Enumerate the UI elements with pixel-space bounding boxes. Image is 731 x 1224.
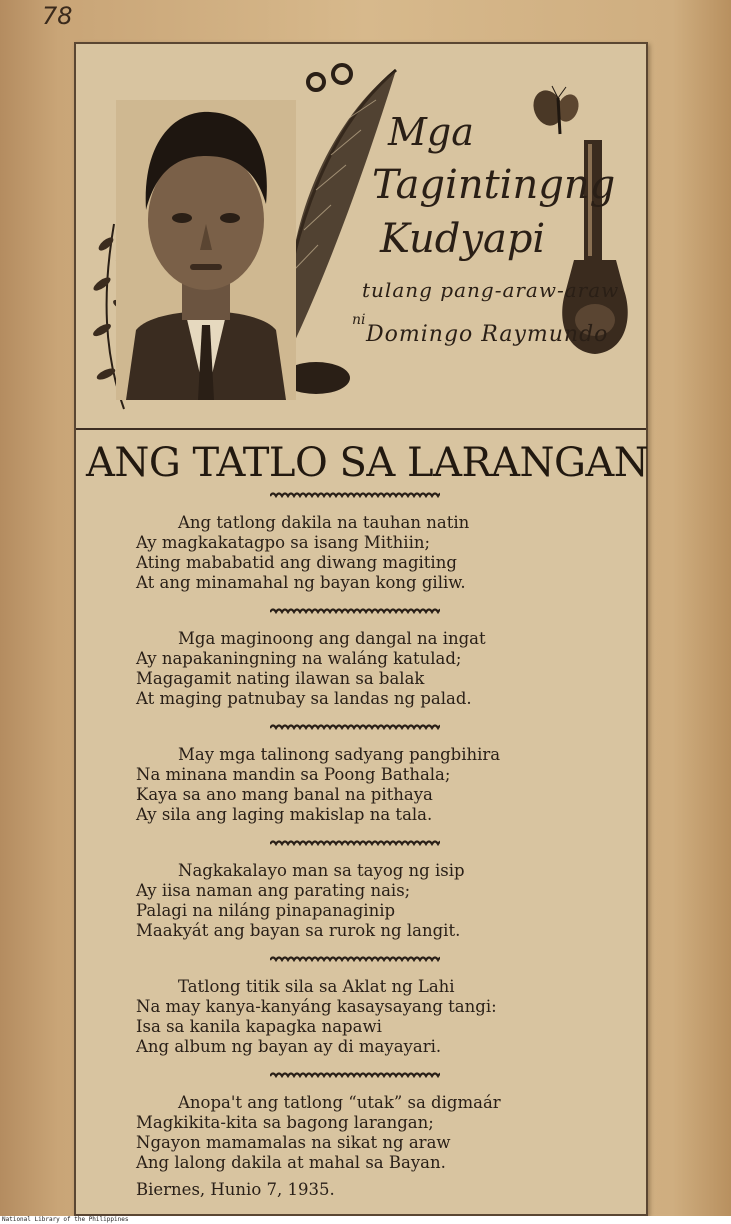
poem-line: Na may kanya-kanyáng kasaysayang tangi: [136,997,497,1016]
poem-line: Ay sila ang laging makislap na tala. [136,805,433,824]
page-number: 78 [42,2,73,30]
column-title-line-3: Kudyapi [380,216,546,262]
poem-line: Ang album ng bayan ay di mayayari. [136,1037,442,1056]
poem-title: ANG TATLO SA LARANGAN [86,440,649,486]
wavy-divider-5 [270,955,440,965]
column-title-line-2: Tagintingng [372,162,616,208]
newspaper-clipping [74,42,648,1216]
poem-line: Palagi na niláng pinapanaginip [136,901,396,920]
poem-line: Nagkakalayo man sa tayog ng isip [178,861,465,880]
stanza-3 [136,745,616,825]
poem-line: Anopa't ang tatlong “utak” sa digmaár [178,1093,501,1112]
author-portrait [116,100,296,400]
wavy-divider-1 [270,491,440,501]
stanza-6 [136,1093,616,1173]
poem-line: At ang minamahal ng bayan kong giliw. [136,573,466,592]
author-name: Domingo Raymundo [366,322,609,347]
wavy-divider-4 [270,839,440,849]
library-credit: National Library of the Philippines [2,1216,129,1223]
wavy-divider-3 [270,723,440,733]
poem-line: Magagamit nating ilawan sa balak [136,669,425,688]
poem-line: Ang lalong dakila at mahal sa Bayan. [136,1153,446,1172]
column-title-line-1: Mga [388,110,474,154]
poem-line: Ay iisa naman ang parating nais; [136,881,411,900]
butterfly-icon [528,84,588,144]
poem-line: Ay napakaningning na waláng katulad; [136,649,462,668]
wavy-divider-6 [270,1071,440,1081]
poem-line: May mga talinong sadyang pangbihira [178,745,501,764]
column-header [76,44,646,430]
stanza-4 [136,861,616,941]
stanza-2 [136,629,616,709]
poem-line: Kaya sa ano mang banal na pithaya [136,785,433,804]
poem-line: At maging patnubay sa landas ng palad. [136,689,472,708]
stanza-5 [136,977,616,1057]
poem-line: Na minana mandin sa Poong Bathala; [136,765,451,784]
poem-line: Tatlong titik sila sa Aklat ng Lahi [178,977,455,996]
poem-line: Maakyát ang bayan sa rurok ng langit. [136,921,461,940]
poem-line: Ang tatlong dakila na tauhan natin [178,513,470,532]
poem-line: Magkikita-kita sa bagong larangan; [136,1113,434,1132]
column-subtitle: tulang pang-araw-araw [362,278,620,302]
poem-line: Ay magkakatagpo sa isang Mithiin; [136,533,431,552]
dateline: Biernes, Hunio 7, 1935. [136,1180,335,1199]
poem-line: Isa sa kanila kapagka napawi [136,1017,382,1036]
byline-prefix: ni [352,312,366,328]
poem-line: Mga maginoong ang dangal na ingat [178,629,486,648]
poem-line: Ngayon mamamalas na sikat ng araw [136,1133,451,1152]
poem-line: Ating mababatid ang diwang magiting [136,553,457,572]
wavy-divider-2 [270,607,440,617]
stanza-1 [136,513,616,593]
